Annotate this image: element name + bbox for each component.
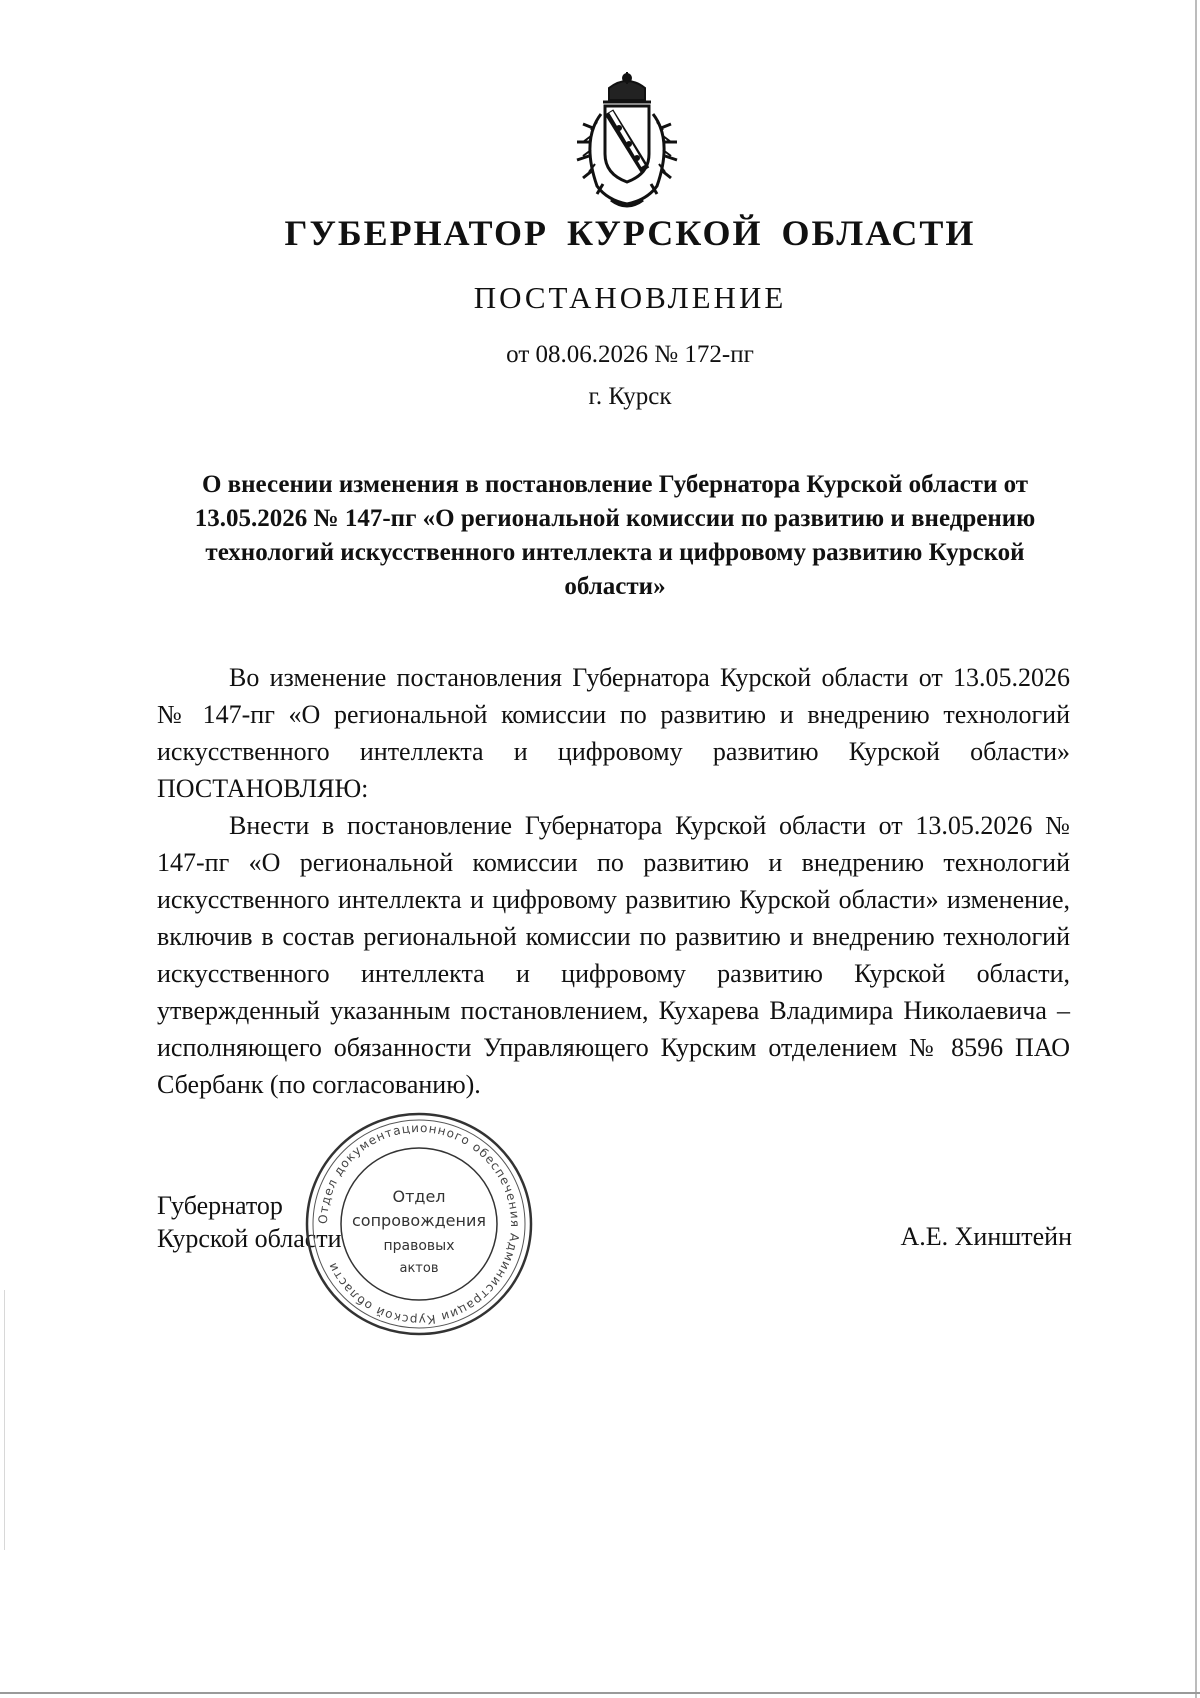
scan-edge-left bbox=[4, 1290, 5, 1550]
signatory-position-line-2: Курской области bbox=[157, 1224, 342, 1253]
scan-edge-right bbox=[1195, 0, 1197, 1698]
body-paragraph-preamble: Во изменение постановления Губернатора Курской области от 13.05.2026 № 147-пг «О региональной комиссии по развитию и внедрению технологий искусственного интеллекта и цифровому развитию Курской области» ПОСТАНОВЛЯЮ: bbox=[157, 663, 1070, 803]
issuer-heading: ГУБЕРНАТОР КУРСКОЙ ОБЛАСТИ bbox=[284, 213, 976, 253]
stamp-outer-text: Отдел документационного обеспечения Администрации Курской области bbox=[315, 1120, 523, 1328]
scan-edge-bottom bbox=[0, 1692, 1200, 1694]
document-type: ПОСТАНОВЛЕНИЕ bbox=[473, 280, 787, 315]
document-title: О внесении изменения в постановление Губернатора Курской области от 13.05.2026 № 147-пг «О региональной комиссии по развитию и внедрению технологий искусственного интеллекта и цифровому развитию Курской области» bbox=[194, 471, 1036, 600]
document-city: г. Курск bbox=[588, 383, 672, 410]
kursk-coat-of-arms-icon bbox=[563, 70, 691, 212]
stamp-line-2: сопровождения bbox=[351, 1211, 487, 1230]
signatory-name: А.Е. Хинштейн bbox=[900, 1222, 1072, 1251]
stamp-line-1: Отдел bbox=[392, 1187, 446, 1206]
document-date-number: от 08.06.2026 № 172-пг bbox=[506, 341, 754, 368]
official-stamp-icon bbox=[303, 1110, 535, 1338]
stamp-line-3: правовых bbox=[383, 1238, 455, 1254]
signatory-position-line-1: Губернатор bbox=[157, 1191, 283, 1220]
document-body bbox=[157, 659, 1070, 1103]
stamp-line-4: актов bbox=[399, 1261, 439, 1276]
body-paragraph-resolution: Внести в постановление Губернатора Курской области от 13.05.2026 № 147-пг «О региональной комиссии по развитию и внедрению технологий искусственного интеллекта и цифровому развитию Курской области» изменение, включив в состав региональной комиссии по развитию и внедрению технологий искусственного интеллекта и цифровому развитию Курской области, утвержденный указанным постановлением, Кухарева Владимира Николаевича – исполняющего обязанности Управляющего Курским отделением № 8596 ПАО Сбербанк (по согласованию). bbox=[157, 811, 1070, 1099]
